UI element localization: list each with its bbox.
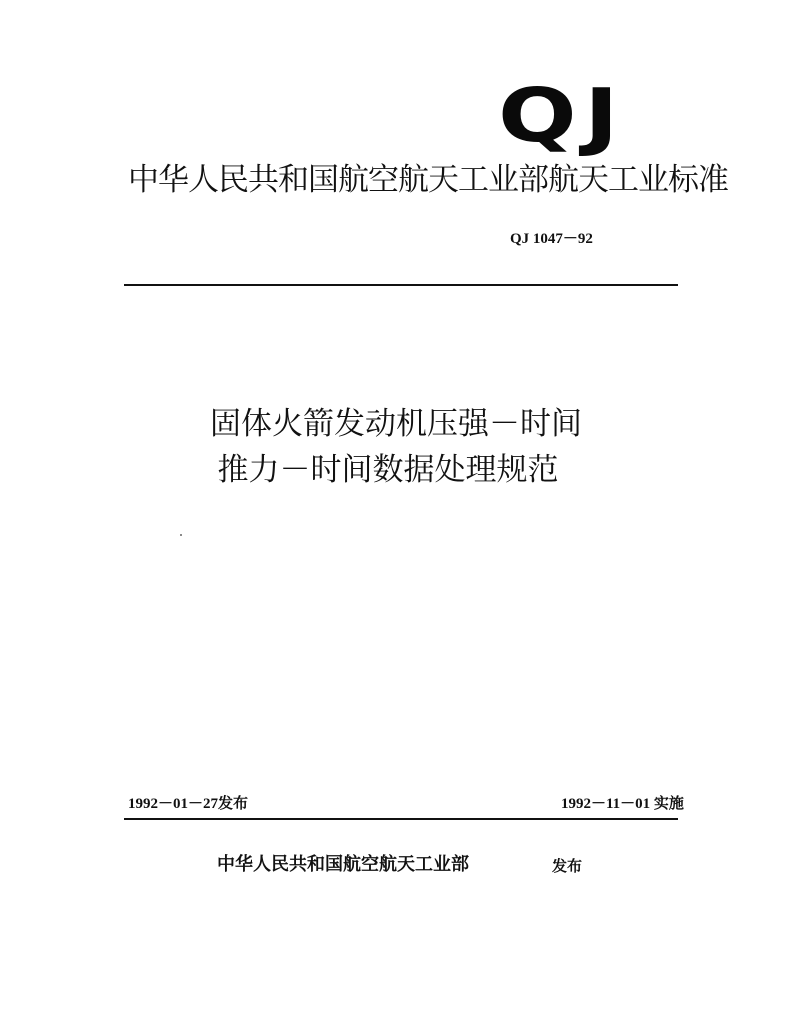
top-divider (124, 284, 678, 286)
effective-date: 1992－11－01 实施 (561, 796, 684, 812)
scan-speck (180, 534, 182, 536)
issuing-organization-header: 中华人民共和国航空航天工业部航天工业标准 (128, 162, 728, 198)
bottom-divider (124, 818, 678, 820)
document-title-line-1: 固体火箭发动机压强－时间 (210, 406, 582, 442)
standard-logo: QJ (498, 73, 627, 159)
publisher-name: 中华人民共和国航空航天工业部 (217, 854, 469, 875)
issue-date: 1992－01－27发布 (128, 796, 249, 812)
document-title-line-2: 推力－时间数据处理规范 (217, 452, 559, 488)
publish-label: 发布 (552, 857, 583, 875)
standard-number: QJ 1047－92 (510, 231, 593, 247)
